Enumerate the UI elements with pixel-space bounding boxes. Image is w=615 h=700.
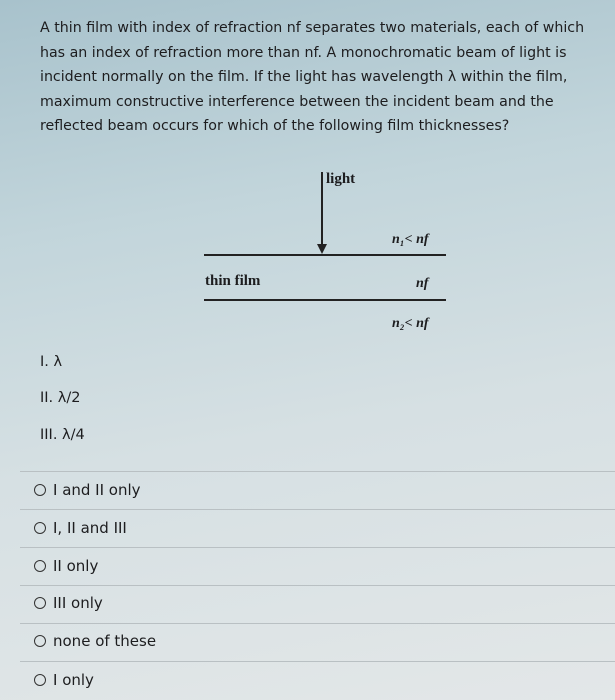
divider	[20, 509, 615, 510]
item-2: II. λ/2	[40, 390, 81, 406]
divider	[20, 547, 615, 548]
option-label: III only	[53, 594, 103, 612]
option-i-and-ii-only[interactable]	[34, 481, 141, 499]
option-label: none of these	[53, 632, 157, 650]
radio-icon[interactable]	[34, 674, 46, 686]
radio-icon[interactable]	[34, 635, 46, 647]
divider	[20, 623, 615, 624]
option-i-only[interactable]	[34, 671, 94, 689]
question-text: A thin film with index of refraction nf separates two materials, each of which has an index of refraction more than nf. A monochromatic beam of light is incident normally on the film. If the light has wavelength λ within the film, maximum constructive interference between the incident beam and the reflected beam occurs for which of the following film thicknesses?	[40, 20, 585, 135]
n1-label: n₁< nf	[392, 232, 429, 247]
option-label: II only	[53, 557, 99, 575]
light-arrow-icon	[321, 172, 323, 248]
light-label: light	[326, 171, 356, 187]
option-iii-only[interactable]	[34, 594, 103, 612]
option-none-of-these[interactable]	[34, 632, 156, 650]
option-label: I and II only	[53, 481, 141, 499]
radio-icon[interactable]	[34, 597, 46, 609]
radio-icon[interactable]	[34, 484, 46, 496]
divider	[20, 585, 615, 586]
n2-label: n₂< nf	[392, 316, 429, 331]
option-label: I only	[53, 671, 94, 689]
radio-icon[interactable]	[34, 560, 46, 572]
option-ii-only[interactable]	[34, 557, 98, 575]
option-label: I, II and III	[53, 519, 127, 537]
option-i-ii-and-iii[interactable]	[34, 519, 127, 537]
top-interface-line	[204, 254, 446, 256]
item-1: I. λ	[40, 354, 63, 370]
nf-label: nf	[416, 276, 429, 291]
divider	[20, 471, 615, 472]
item-3: III. λ/4	[40, 427, 85, 443]
bottom-interface-line	[204, 299, 446, 301]
radio-icon[interactable]	[34, 522, 46, 534]
arrow-head-icon	[317, 244, 327, 254]
thin-film-label: thin film	[205, 273, 261, 289]
divider	[20, 661, 615, 662]
